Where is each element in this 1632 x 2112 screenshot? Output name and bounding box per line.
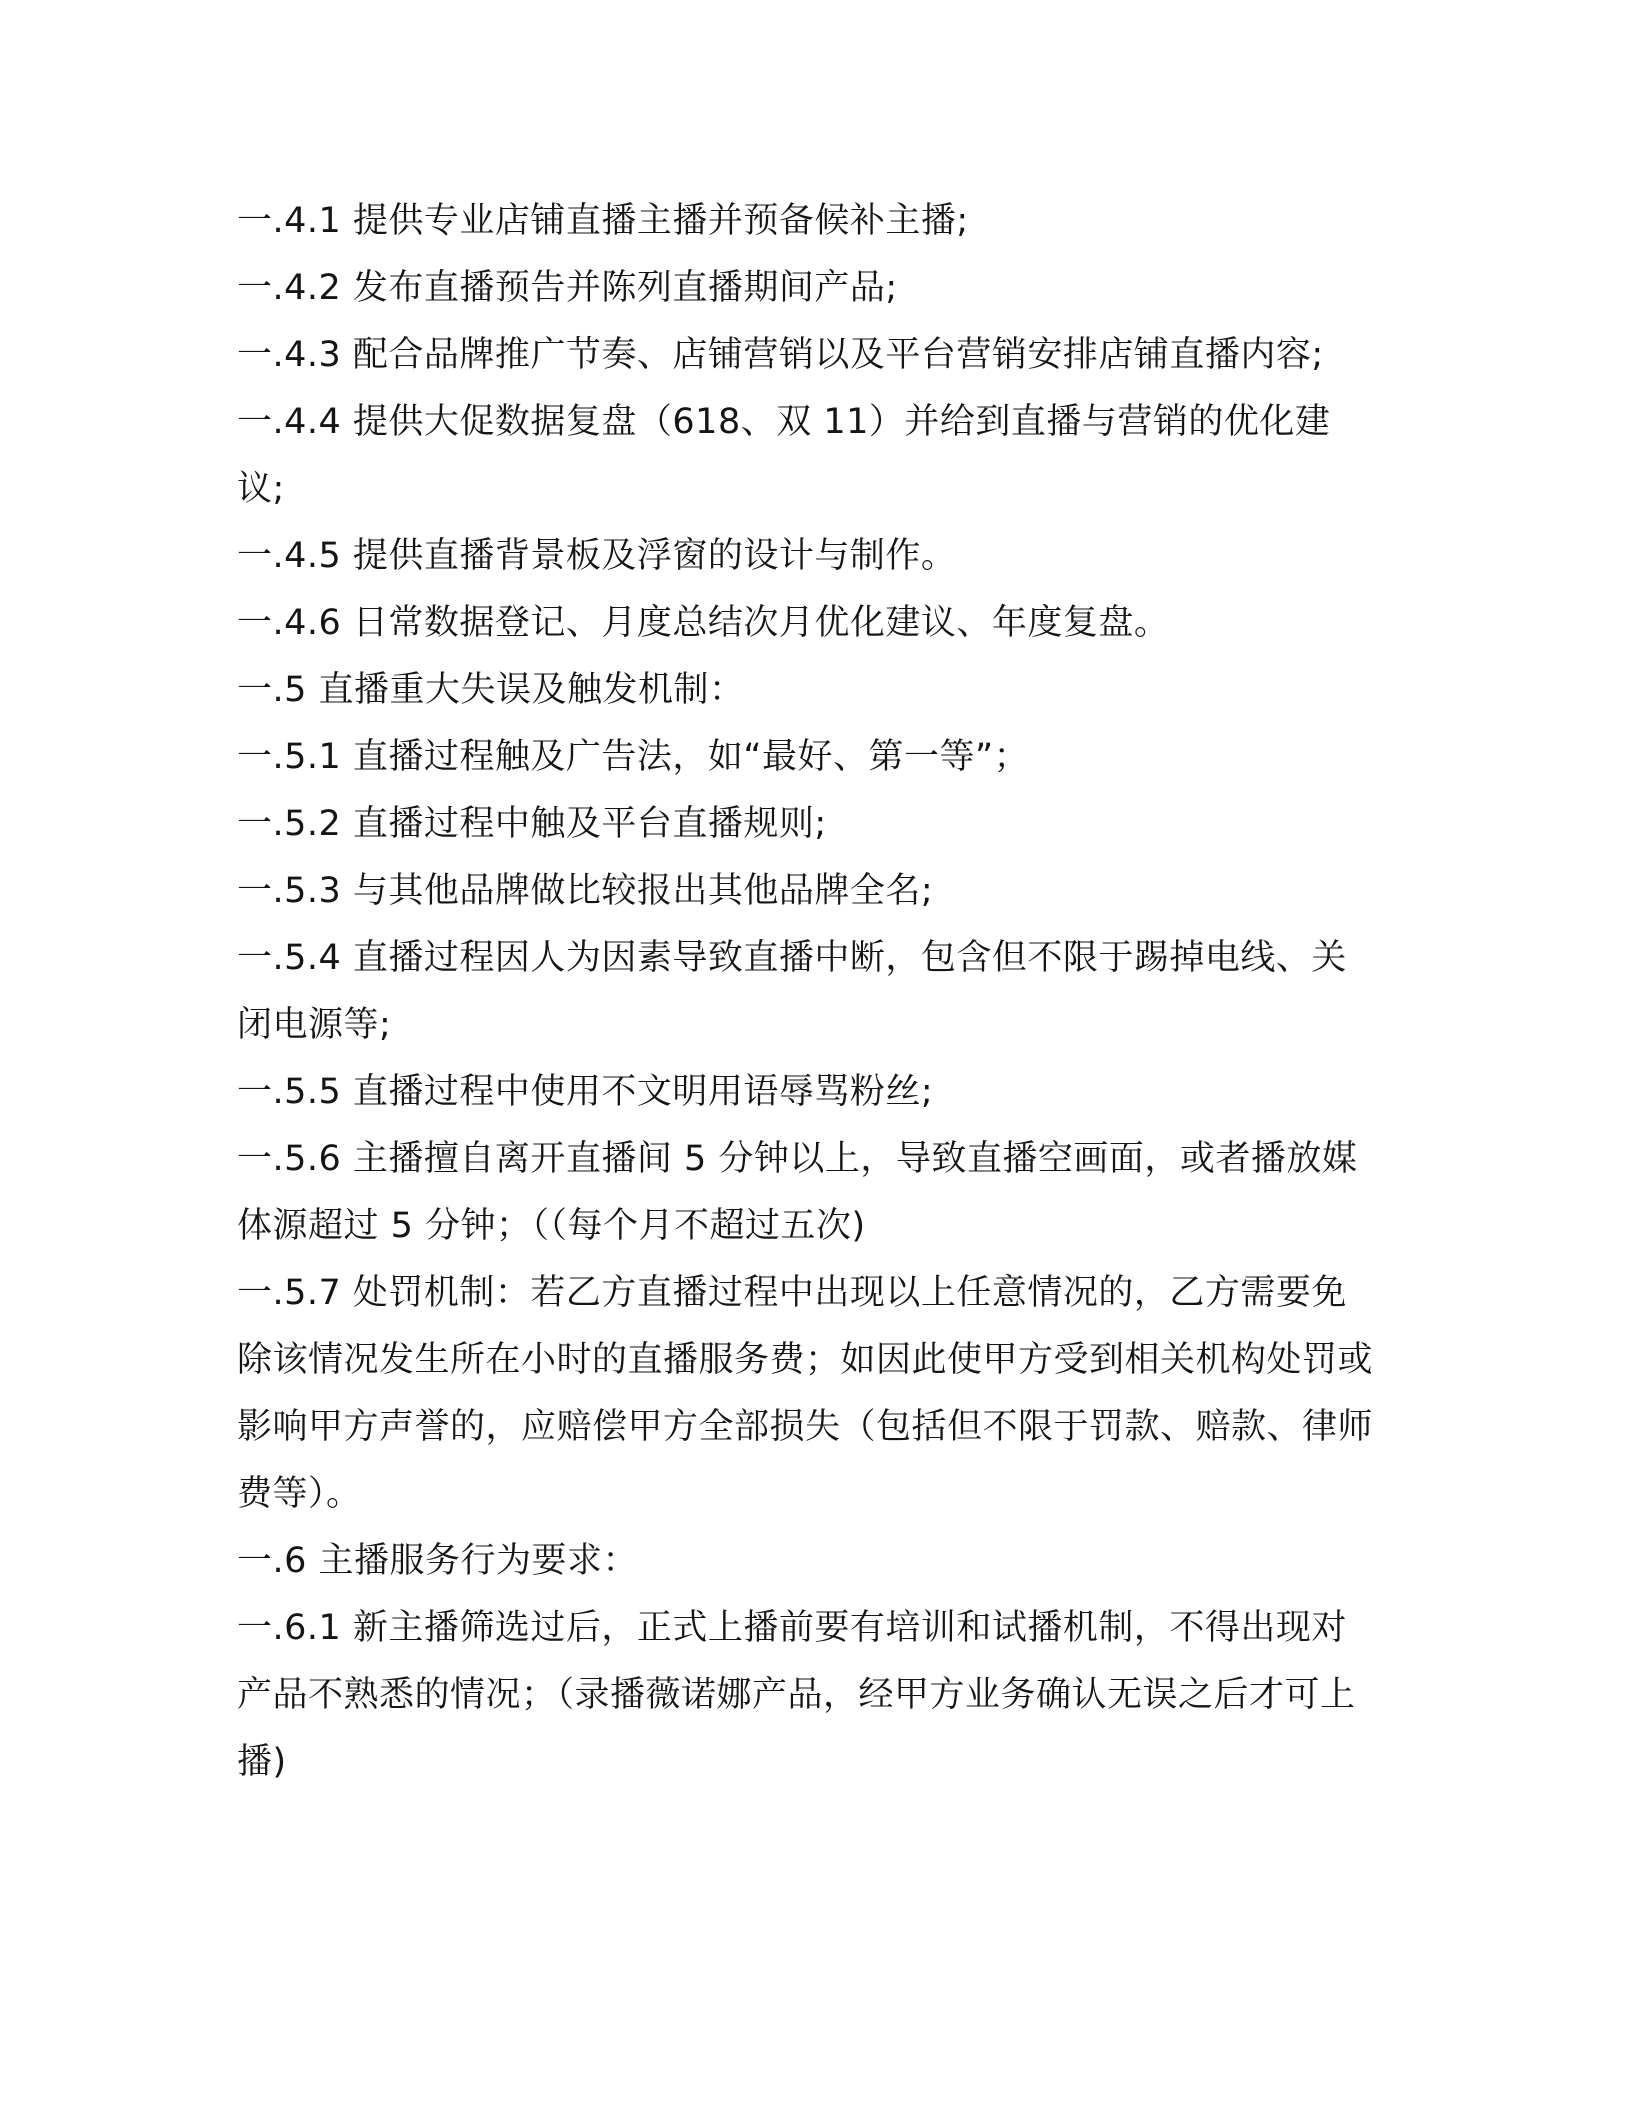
paragraph-5-5: 一.5.5 直播过程中使用不文明用语辱骂粉丝; [237, 1072, 934, 1112]
paragraph-5-2: 一.5.2 直播过程中触及平台直播规则; [237, 804, 827, 844]
paragraph-5-4: 一.5.4 直播过程因人为因素导致直播中断，包含但不限于踢掉电线、关闭电源等; [237, 938, 1347, 1045]
heading-6: 一.6 主播服务行为要求： [237, 1541, 639, 1581]
paragraph-6-1: 一.6.1 新主播筛选过后，正式上播前要有培训和试播机制，不得出现对产品不熟悉的情况；（录播薇诺娜产品，经甲方业务确认无误之后才可上播) [237, 1608, 1356, 1782]
heading-5: 一.5 直播重大失误及触发机制： [237, 670, 745, 710]
paragraph-4-4: 一.4.4 提供大促数据复盘（618、双 11）并给到直播与营销的优化建议; [237, 402, 1331, 509]
paragraph-4-2: 一.4.2 发布直播预告并陈列直播期间产品; [237, 268, 898, 308]
paragraph-4-6: 一.4.6 日常数据登记、月度总结次月优化建议、年度复盘。 [237, 603, 1170, 643]
document-body [237, 188, 1377, 1796]
paragraph-4-1: 一.4.1 提供专业店铺直播主播并预备候补主播; [237, 201, 969, 241]
paragraph-4-5: 一.4.5 提供直播背景板及浮窗的设计与制作。 [237, 536, 957, 576]
paragraph-5-6: 一.5.6 主播擅自离开直播间 5 分钟以上，导致直播空画面，或者播放媒体源超过 5 分钟；（（每个月不超过五次) [237, 1139, 1358, 1246]
paragraph-5-7: 一.5.7 处罚机制：若乙方直播过程中出现以上任意情况的，乙方需要免除该情况发生所在小时的直播服务费；如因此使甲方受到相关机构处罚或影响甲方声誉的，应赔偿甲方全部损失（包括但不限于罚款、赔款、律师费等）。 [237, 1273, 1374, 1514]
paragraph-4-3: 一.4.3 配合品牌推广节奏、店铺营销以及平台营销安排店铺直播内容; [237, 335, 1324, 375]
paragraph-5-1: 一.5.1 直播过程触及广告法，如“最好、第一等”； [237, 737, 1030, 777]
paragraph-5-3: 一.5.3 与其他品牌做比较报出其他品牌全名; [237, 871, 934, 911]
